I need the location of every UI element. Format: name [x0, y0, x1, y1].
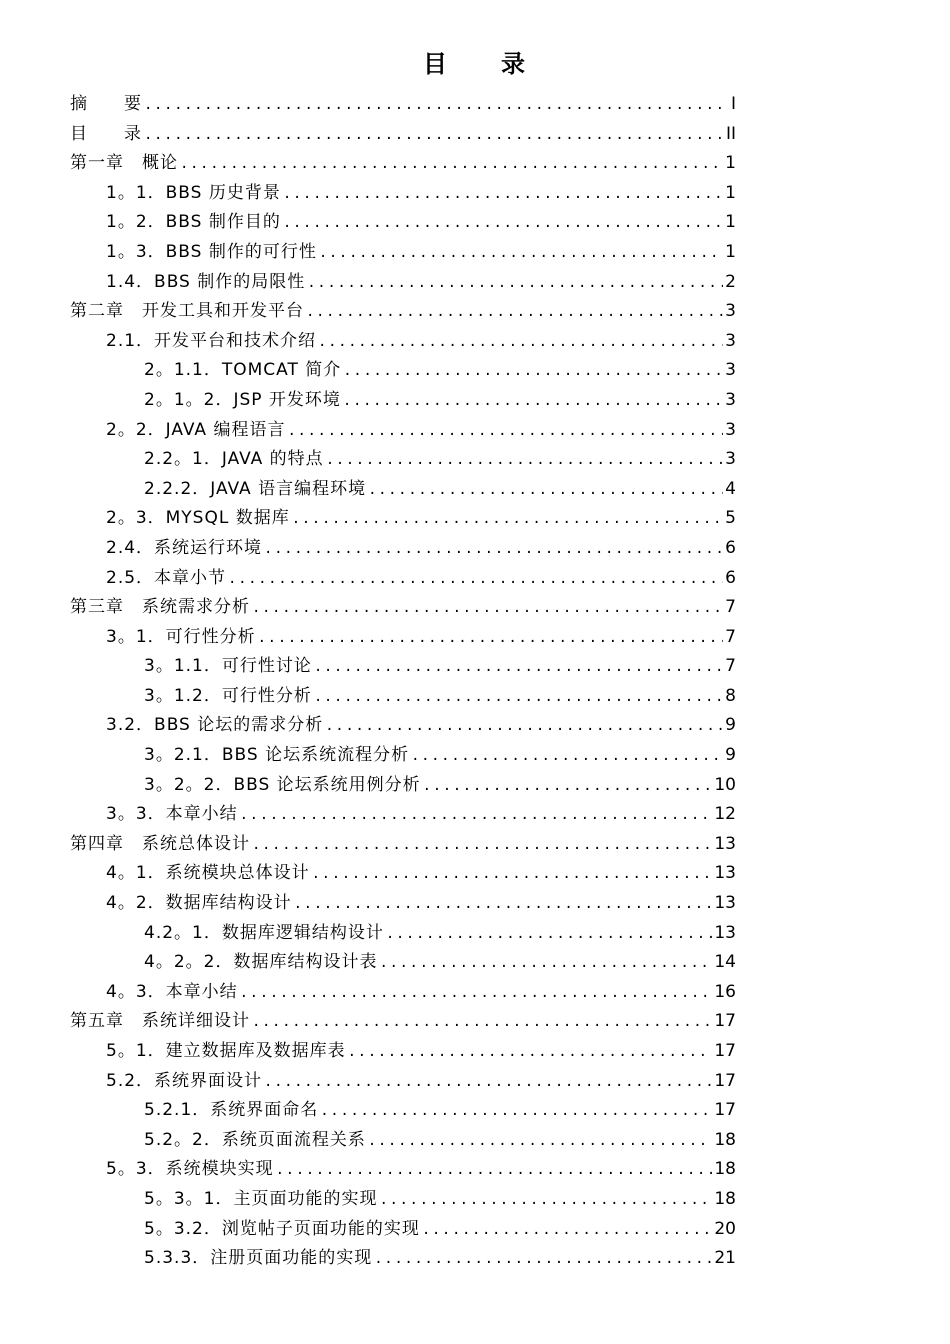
toc-entry-page: 1	[725, 182, 736, 203]
toc-entry-page: 1	[725, 241, 736, 262]
toc-leader-dots	[276, 1156, 713, 1186]
toc-entry-label: 3。2.1．BBS 论坛系统流程分析	[144, 745, 410, 766]
toc-entry-page: 13	[714, 893, 736, 914]
toc-entry-label: 3。1.1．可行性讨论	[144, 656, 312, 677]
toc-leader-dots	[240, 979, 713, 1009]
toc-entry-page: 21	[714, 1248, 736, 1269]
toc-entry-page: 17	[714, 1011, 736, 1032]
toc-leader-dots	[368, 476, 723, 506]
toc-entry-label: 5。3．系统模块实现	[106, 1159, 274, 1180]
toc-entry-page: 7	[725, 626, 736, 647]
toc-entry[interactable]	[70, 948, 736, 978]
toc-entry[interactable]	[70, 1007, 736, 1037]
toc-entry-page: 2	[725, 271, 736, 292]
toc-leader-dots	[287, 417, 723, 447]
toc-entry[interactable]	[70, 90, 736, 120]
toc-leader-dots	[252, 1008, 712, 1038]
toc-entry-page: 17	[714, 1041, 736, 1061]
toc-entry-label: 2.4．系统运行环境	[106, 537, 263, 558]
toc-entry-page: 18	[714, 1188, 736, 1209]
toc-entry[interactable]	[70, 830, 736, 860]
toc-entry-page: 16	[714, 981, 736, 1002]
toc-entry[interactable]	[70, 859, 736, 889]
toc-leader-dots	[325, 712, 723, 742]
toc-entry-label: 3。3．本章小结	[106, 804, 238, 825]
toc-entry-label: 5.2．系统界面设计	[106, 1070, 263, 1091]
toc-entry-label: 5.2。2．系统页面流程关系	[144, 1129, 366, 1150]
toc-entry[interactable]	[70, 1067, 736, 1097]
toc-leader-dots	[228, 565, 723, 595]
toc-leader-dots	[319, 239, 723, 269]
toc-leader-dots	[264, 535, 723, 565]
toc-entry[interactable]	[70, 445, 736, 475]
toc-leader-dots	[374, 1245, 712, 1275]
toc-leader-dots	[252, 831, 712, 861]
toc-entry-label: 2.5．本章小节	[106, 567, 227, 588]
toc-entry[interactable]	[70, 1096, 736, 1126]
toc-entry[interactable]	[70, 475, 736, 505]
toc-entry-page: 3	[725, 419, 736, 440]
toc-entry-label: 2.1．开发平台和技术介绍	[106, 330, 317, 351]
toc-entry[interactable]	[70, 386, 736, 416]
toc-entry-page: 3	[725, 330, 736, 351]
toc-entry-label: 1.4．BBS 制作的局限性	[106, 271, 306, 292]
toc-entry-page: 7	[725, 656, 736, 677]
toc-entry[interactable]	[70, 741, 736, 771]
toc-entry-label: 4。3．本章小结	[106, 981, 238, 1002]
toc-entry-label: 4。2。2．数据库结构设计表	[144, 952, 378, 973]
toc-entry[interactable]	[70, 120, 736, 150]
toc-entry-label: 4。1．系统模块总体设计	[106, 863, 310, 884]
toc-leader-dots	[326, 446, 723, 476]
toc-entry[interactable]	[70, 623, 736, 653]
toc-entry[interactable]	[70, 149, 736, 179]
toc-leader-dots	[294, 890, 713, 920]
toc-entry-page: I	[730, 94, 736, 114]
toc-leader-dots	[314, 683, 723, 713]
toc-entry-label: 摘 要	[70, 94, 142, 114]
toc-entry-label: 2。1.1．TOMCAT 简介	[144, 360, 342, 381]
toc-entry-label: 1。1．BBS 历史背景	[106, 182, 281, 203]
toc-entry[interactable]	[70, 1215, 736, 1245]
toc-entry-page: 9	[725, 715, 736, 736]
toc-entry[interactable]	[70, 356, 736, 386]
toc-entry[interactable]	[70, 593, 736, 623]
toc-entry-label: 1。3．BBS 制作的可行性	[106, 241, 317, 262]
toc-entry-page: 18	[714, 1129, 736, 1150]
toc-entry[interactable]	[70, 268, 736, 298]
toc-entry-label: 3.2．BBS 论坛的需求分析	[106, 715, 324, 736]
toc-leader-dots	[379, 949, 712, 979]
toc-entry-label: 第一章 概论	[70, 153, 178, 174]
toc-entry[interactable]	[70, 1185, 736, 1215]
toc-entry-page: 6	[725, 567, 736, 588]
toc-leader-dots	[411, 742, 723, 772]
toc-entry-label: 1。2．BBS 制作目的	[106, 212, 281, 233]
toc-leader-dots	[423, 772, 713, 802]
toc-leader-dots	[368, 1127, 713, 1157]
toc-entry-page: 3	[725, 449, 736, 470]
toc-entry-label: 第五章 系统详细设计	[70, 1011, 250, 1032]
toc-entry-page: 13	[714, 863, 736, 884]
toc-entry[interactable]	[70, 1244, 736, 1274]
toc-leader-dots	[307, 269, 723, 299]
toc-leader-dots	[258, 624, 724, 654]
toc-entry-page: 8	[725, 685, 736, 706]
toc-entry-page: 3	[725, 301, 736, 322]
toc-entry[interactable]	[70, 504, 736, 534]
toc-entry-page: 1	[725, 212, 736, 233]
toc-leader-dots	[144, 121, 724, 151]
toc-entry-page: 13	[714, 833, 736, 854]
toc-entry-label: 5。1．建立数据库及数据库表	[106, 1041, 346, 1061]
toc-entry[interactable]	[70, 416, 736, 446]
toc-entry-page: 7	[725, 597, 736, 618]
toc-entry-label: 第二章 开发工具和开发平台	[70, 301, 304, 322]
toc-entry[interactable]	[70, 652, 736, 682]
toc-leader-dots	[180, 150, 723, 180]
toc-leader-dots	[343, 357, 723, 387]
toc-leader-dots	[283, 180, 723, 210]
toc-entry-page: 18	[714, 1159, 736, 1180]
toc-entry-page: 14	[714, 952, 736, 973]
toc-entry[interactable]	[70, 179, 736, 209]
toc-entry[interactable]	[70, 534, 736, 564]
toc-entry-page: 9	[725, 745, 736, 766]
toc-leader-dots	[240, 801, 713, 831]
toc-leader-dots	[314, 653, 723, 683]
toc-entry-page: 10	[714, 774, 736, 795]
toc-entry-label: 2。1。2．JSP 开发环境	[144, 389, 341, 410]
toc-leader-dots	[283, 209, 723, 239]
table-of-contents	[70, 90, 736, 1274]
toc-entry-page: 1	[725, 153, 736, 174]
toc-leader-dots	[318, 328, 723, 358]
toc-entry[interactable]	[70, 327, 736, 357]
toc-entry-page: 6	[725, 537, 736, 558]
toc-entry[interactable]	[70, 1155, 736, 1185]
toc-entry-label: 4。2．数据库结构设计	[106, 893, 292, 914]
toc-leader-dots	[306, 298, 723, 328]
toc-leader-dots	[292, 505, 723, 535]
toc-entry-page: 13	[714, 922, 736, 943]
toc-entry-page: II	[725, 123, 736, 144]
toc-entry-label: 5.3.3．注册页面功能的实现	[144, 1248, 373, 1269]
toc-entry-label: 2。2．JAVA 编程语言	[106, 419, 286, 440]
toc-entry[interactable]	[70, 711, 736, 741]
toc-entry-label: 3。2。2．BBS 论坛系统用例分析	[144, 774, 421, 795]
toc-entry[interactable]	[70, 1037, 736, 1067]
toc-entry-page: 20	[714, 1218, 736, 1239]
toc-leader-dots	[144, 91, 729, 121]
toc-entry[interactable]	[70, 682, 736, 712]
toc-entry-page: 5	[725, 508, 736, 529]
toc-leader-dots	[422, 1216, 713, 1246]
toc-entry-page: 4	[725, 478, 736, 499]
toc-entry-label: 5.2.1．系统界面命名	[144, 1100, 319, 1121]
toc-entry[interactable]	[70, 208, 736, 238]
toc-leader-dots	[320, 1097, 712, 1127]
toc-entry[interactable]	[70, 238, 736, 268]
toc-entry[interactable]	[70, 1126, 736, 1156]
toc-leader-dots	[386, 920, 713, 950]
toc-entry[interactable]	[70, 919, 736, 949]
toc-leader-dots	[264, 1068, 712, 1098]
toc-entry-label: 3。1．可行性分析	[106, 626, 256, 647]
toc-entry-page: 17	[714, 1070, 736, 1091]
toc-entry[interactable]	[70, 771, 736, 801]
toc-entry-label: 目 录	[70, 123, 142, 144]
toc-entry-label: 5。3。1．主页面功能的实现	[144, 1188, 378, 1209]
toc-entry-page: 17	[714, 1100, 736, 1121]
toc-entry[interactable]	[70, 800, 736, 830]
toc-entry-label: 第三章 系统需求分析	[70, 597, 250, 618]
toc-entry-label: 2.2.2．JAVA 语言编程环境	[144, 478, 367, 499]
toc-entry-label: 3。1.2．可行性分析	[144, 685, 312, 706]
toc-entry-label: 4.2。1．数据库逻辑结构设计	[144, 922, 384, 943]
toc-entry-label: 2。3．MYSQL 数据库	[106, 508, 290, 529]
toc-leader-dots	[252, 594, 723, 624]
toc-leader-dots	[343, 387, 723, 417]
page-title: 目 录	[423, 50, 527, 78]
toc-entry-page: 3	[725, 360, 736, 381]
toc-entry-label: 5。3.2．浏览帖子页面功能的实现	[144, 1218, 420, 1239]
toc-entry-label: 2.2。1．JAVA 的特点	[144, 449, 324, 470]
toc-entry-label: 第四章 系统总体设计	[70, 833, 250, 854]
toc-entry[interactable]	[70, 978, 736, 1008]
toc-entry-page: 3	[725, 389, 736, 410]
toc-entry[interactable]	[70, 297, 736, 327]
toc-leader-dots	[379, 1186, 712, 1216]
toc-leader-dots	[348, 1038, 713, 1068]
toc-leader-dots	[312, 860, 713, 890]
toc-entry-page: 12	[714, 804, 736, 825]
toc-entry[interactable]	[70, 564, 736, 594]
toc-entry[interactable]	[70, 889, 736, 919]
